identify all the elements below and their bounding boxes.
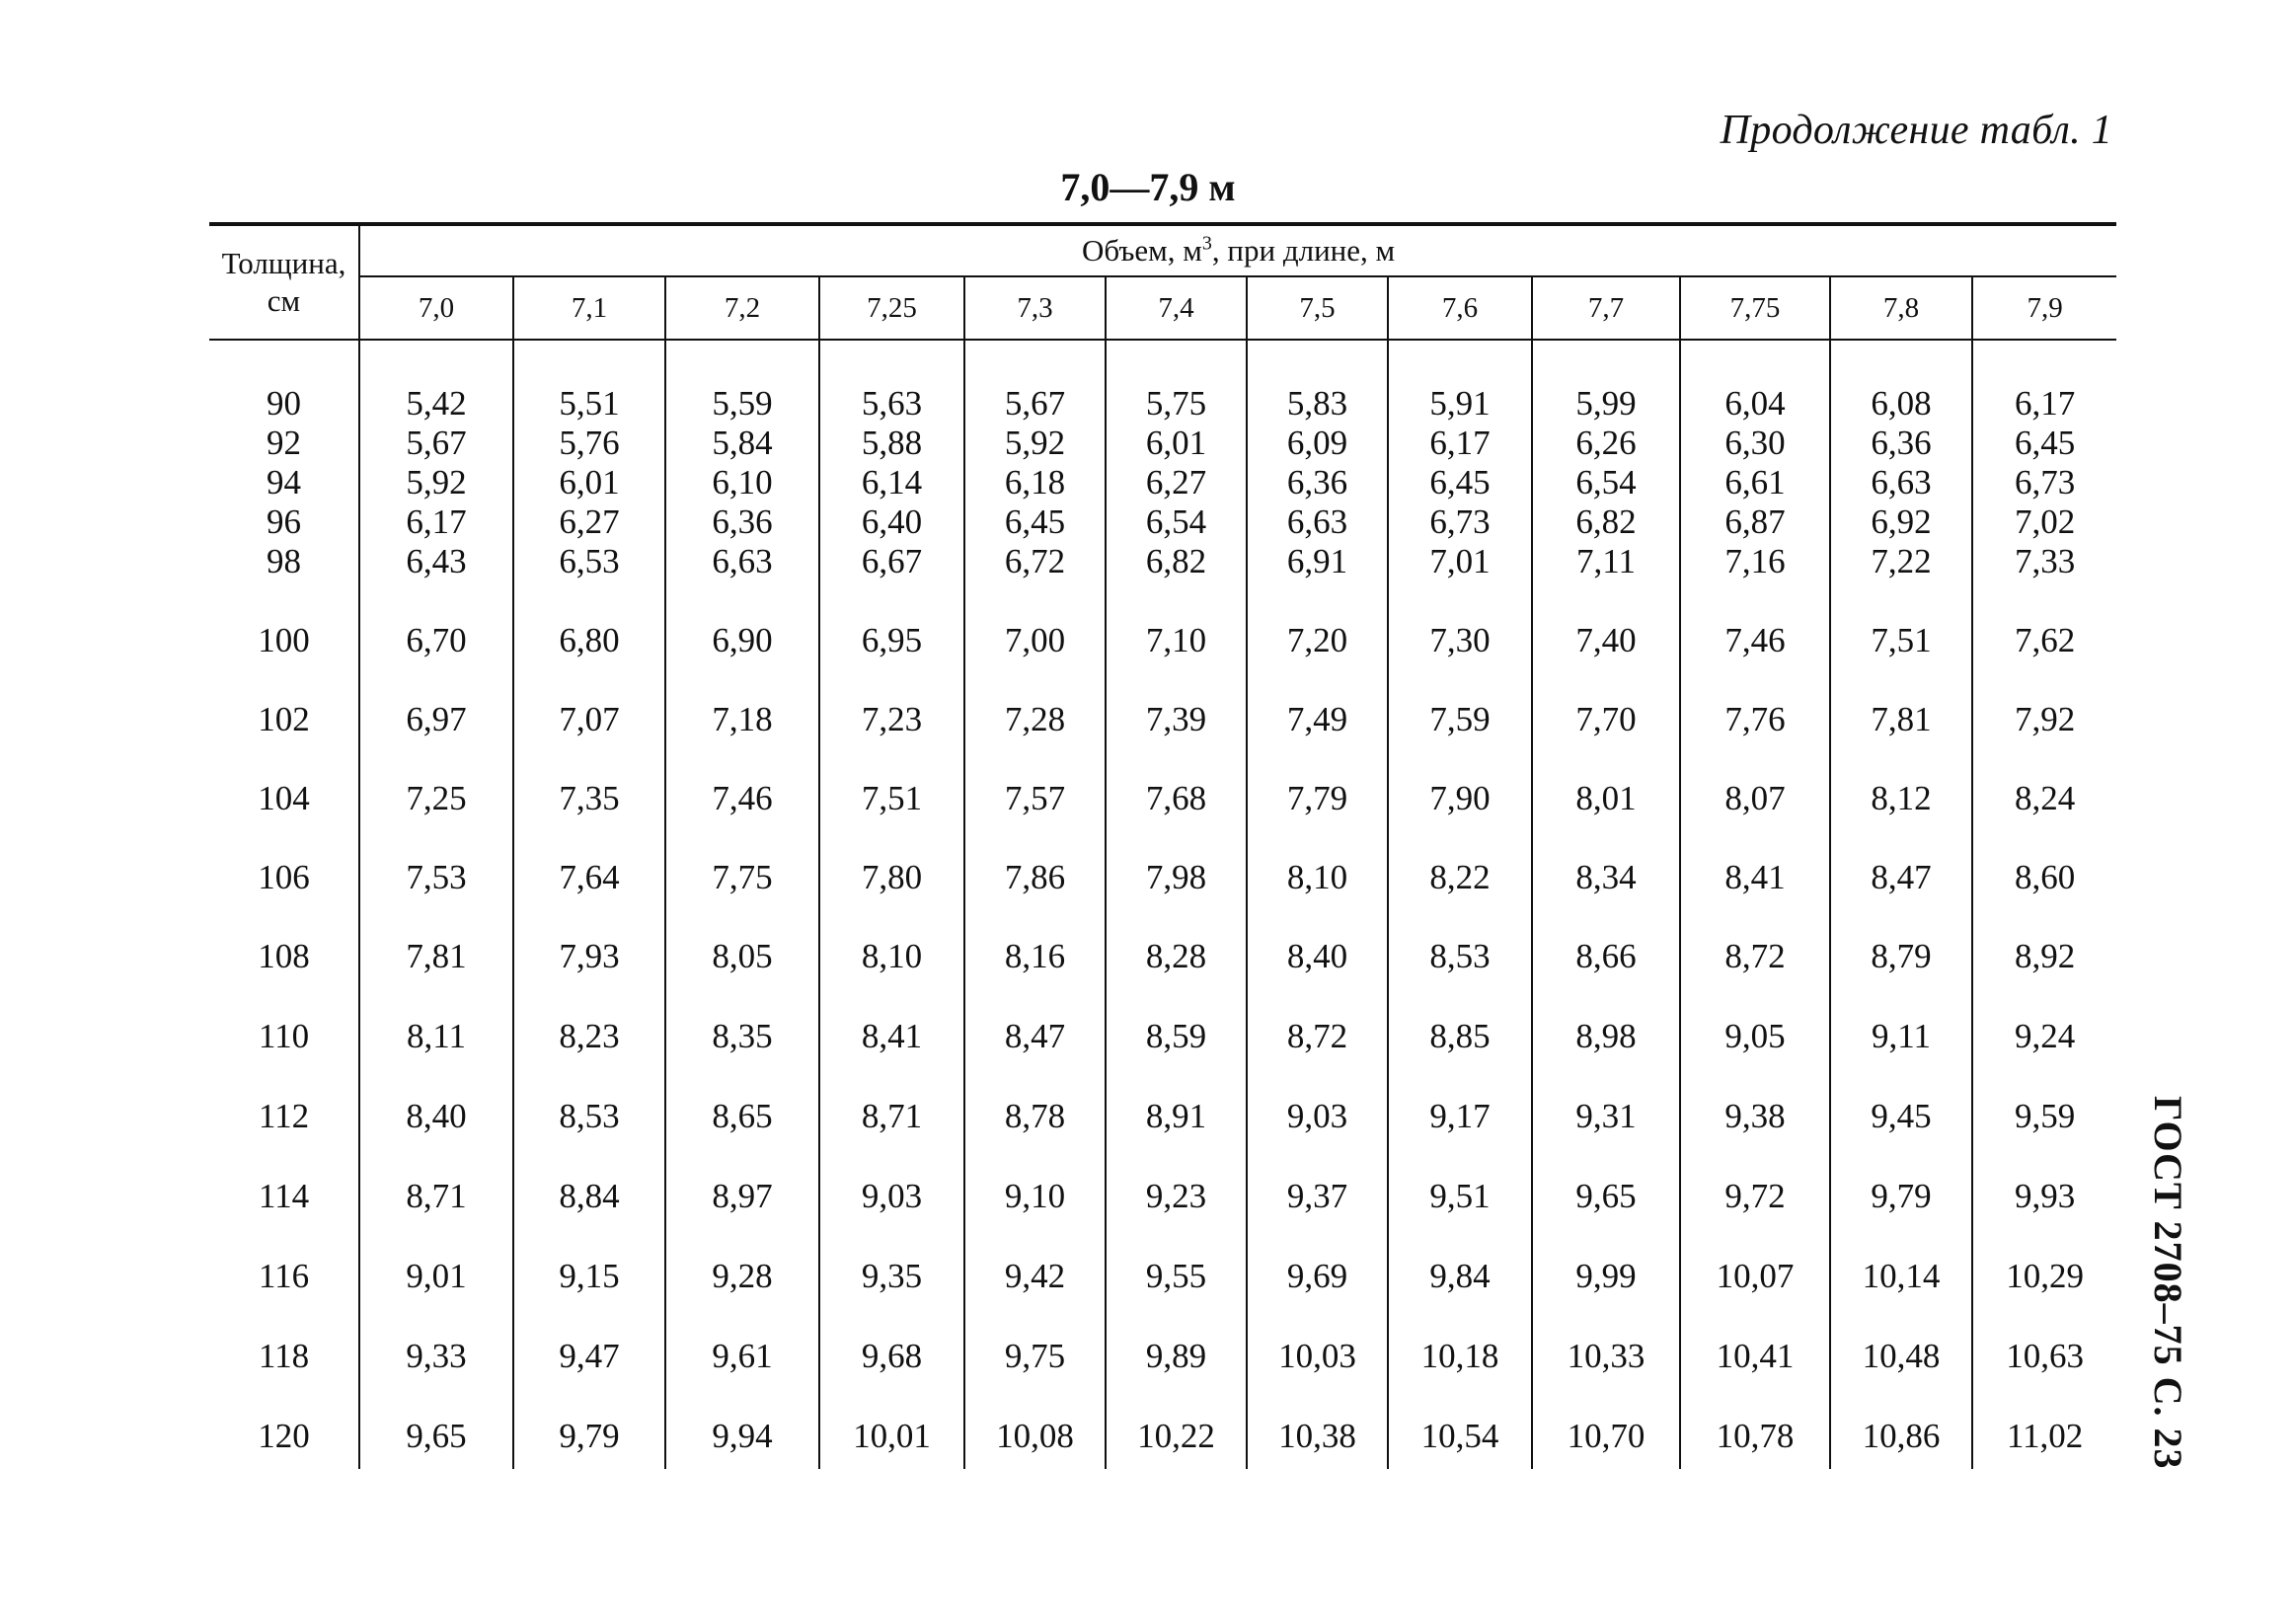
volume-cell: 9,28: [665, 1257, 819, 1337]
volume-cell: 7,81: [1830, 700, 1972, 779]
thickness-cell: 100: [209, 621, 359, 700]
volume-cell: 7,25: [359, 779, 513, 858]
volume-cell: 6,91: [1247, 542, 1388, 621]
volume-cell: 8,98: [1532, 1017, 1680, 1097]
volume-cell: 8,40: [1247, 937, 1388, 1017]
volume-cell: 8,41: [1680, 858, 1830, 937]
volume-cell: 5,92: [964, 424, 1106, 463]
volume-cell: 7,01: [1388, 542, 1532, 621]
volume-cell: 6,97: [359, 700, 513, 779]
table-row: [209, 502, 2116, 542]
volume-cell: 8,47: [964, 1017, 1106, 1097]
volume-cell: 7,59: [1388, 700, 1532, 779]
volume-cell: 10,03: [1247, 1337, 1388, 1417]
volume-cell: 7,79: [1247, 779, 1388, 858]
volume-cell: 6,43: [359, 542, 513, 621]
volume-cell: 9,33: [359, 1337, 513, 1417]
volume-cell: 6,17: [1388, 424, 1532, 463]
volume-cell: 7,30: [1388, 621, 1532, 700]
volume-cell: 8,10: [819, 937, 964, 1017]
table-row: [209, 1417, 2116, 1469]
thickness-cell: 110: [209, 1017, 359, 1097]
thickness-cell: 120: [209, 1417, 359, 1469]
length-header-cell: 7,7: [1532, 276, 1680, 340]
volume-cell: 5,67: [964, 340, 1106, 424]
volume-cell: 8,05: [665, 937, 819, 1017]
volume-cell: 6,67: [819, 542, 964, 621]
thickness-cell: 90: [209, 340, 359, 424]
volume-cell: 9,61: [665, 1337, 819, 1417]
volume-cell: 10,54: [1388, 1417, 1532, 1469]
volume-cell: 6,36: [665, 502, 819, 542]
volume-cell: 9,37: [1247, 1177, 1388, 1257]
table-row: [209, 700, 2116, 779]
volume-cell: 6,09: [1247, 424, 1388, 463]
volume-cell: 7,62: [2014, 621, 2076, 659]
volume-cell: 6,54: [1106, 502, 1247, 542]
volume-cell: 7,46: [665, 779, 819, 858]
table-row: [209, 1257, 2116, 1337]
volume-cell: 7,93: [513, 937, 665, 1017]
volume-cell: 6,87: [1680, 502, 1830, 542]
volume-cell: 7,90: [1388, 779, 1532, 858]
volume-cell: 8,23: [513, 1017, 665, 1097]
volume-cell: 8,16: [964, 937, 1106, 1017]
table-row: [209, 1097, 2116, 1177]
volume-cell: 8,01: [1532, 779, 1680, 858]
volume-cell: 7,57: [964, 779, 1106, 858]
volume-cell: 8,28: [1106, 937, 1247, 1017]
volume-cell: 8,22: [1388, 858, 1532, 937]
volume-cell: 6,73: [1388, 502, 1532, 542]
volume-cell: 9,69: [1247, 1257, 1388, 1337]
volume-cell: 7,68: [1106, 779, 1247, 858]
volume-cell: 6,70: [359, 621, 513, 700]
thickness-header-line1: Толщина,: [221, 246, 346, 280]
volume-cell: 9,11: [1830, 1017, 1972, 1097]
volume-cell: 8,12: [1830, 779, 1972, 858]
volume-cell: 9,38: [1680, 1097, 1830, 1177]
length-header-cell: 7,2: [665, 276, 819, 340]
volume-cell: 9,94: [665, 1417, 819, 1469]
volume-cell: 5,99: [1532, 340, 1680, 424]
volume-cell: 7,92: [2014, 700, 2076, 738]
volume-header-pre: Объем, м: [1082, 233, 1202, 268]
thickness-cell: 94: [209, 463, 359, 502]
length-header-cell: 7,3: [964, 276, 1106, 340]
volume-cell: 9,99: [1532, 1257, 1680, 1337]
volume-cell: 8,91: [1106, 1097, 1247, 1177]
volume-cell: 10,86: [1830, 1417, 1972, 1469]
volume-cell: 8,53: [1388, 937, 1532, 1017]
volume-cell: 7,81: [359, 937, 513, 1017]
volume-cell: 5,92: [359, 463, 513, 502]
volume-cell: 7,10: [1106, 621, 1247, 700]
volume-cell: 6,92: [1830, 502, 1972, 542]
volume-cell: 6,36: [1247, 463, 1388, 502]
volume-cell: 8,72: [1247, 1017, 1388, 1097]
volume-cell: 10,18: [1388, 1337, 1532, 1417]
volume-cell: 9,24: [2014, 1017, 2076, 1055]
volume-cell: 7,51: [819, 779, 964, 858]
volume-cell: 9,75: [964, 1337, 1106, 1417]
table-row: [209, 937, 2116, 1017]
thickness-cell: 112: [209, 1097, 359, 1177]
thickness-cell: 114: [209, 1177, 359, 1257]
volume-cell: 9,23: [1106, 1177, 1247, 1257]
table-row: [209, 542, 2116, 621]
volume-cell: 9,47: [513, 1337, 665, 1417]
volume-cell: 6,30: [1680, 424, 1830, 463]
volume-cell: 7,22: [1830, 542, 1972, 621]
volume-cell: 6,45: [2014, 424, 2076, 462]
volume-cell: 7,51: [1830, 621, 1972, 700]
volume-cell: 6,17: [359, 502, 513, 542]
volume-cell: 7,39: [1106, 700, 1247, 779]
volume-cell: 6,27: [513, 502, 665, 542]
volume-cell: 9,01: [359, 1257, 513, 1337]
volume-header-sup: 3: [1201, 232, 1212, 255]
volume-cell: 9,79: [513, 1417, 665, 1469]
volume-cell: 7,40: [1532, 621, 1680, 700]
volume-cell: 9,72: [1680, 1177, 1830, 1257]
volume-cell: 7,00: [964, 621, 1106, 700]
length-header-cell: 7,4: [1106, 276, 1247, 340]
volume-cell: 8,59: [1106, 1017, 1247, 1097]
volume-cell: 6,08: [1830, 340, 1972, 424]
volume-cell: 10,07: [1680, 1257, 1830, 1337]
thickness-cell: 108: [209, 937, 359, 1017]
volume-cell: 5,75: [1106, 340, 1247, 424]
volume-cell: 10,41: [1680, 1337, 1830, 1417]
volume-cell: 9,65: [359, 1417, 513, 1469]
volume-cell: 5,76: [513, 424, 665, 463]
volume-cell: 7,75: [665, 858, 819, 937]
thickness-cell: 92: [209, 424, 359, 463]
volume-cell: 7,20: [1247, 621, 1388, 700]
volume-cell: 7,11: [1532, 542, 1680, 621]
length-header-cell: 7,1: [513, 276, 665, 340]
volume-cell: 7,80: [819, 858, 964, 937]
volume-cell: 10,14: [1830, 1257, 1972, 1337]
volume-cell: 8,40: [359, 1097, 513, 1177]
volume-header: [359, 224, 2116, 276]
volume-cell: 9,17: [1388, 1097, 1532, 1177]
volume-cell: 7,18: [665, 700, 819, 779]
volume-cell: 9,03: [819, 1177, 964, 1257]
table-row: [209, 779, 2116, 858]
thickness-cell: 118: [209, 1337, 359, 1417]
volume-cell: 8,71: [359, 1177, 513, 1257]
volume-cell: 9,55: [1106, 1257, 1247, 1337]
volume-cell: 9,03: [1247, 1097, 1388, 1177]
section-title: 7,0—7,9 м: [1060, 165, 1236, 209]
volume-cell: 6,63: [1830, 463, 1972, 502]
volume-cell: 8,72: [1680, 937, 1830, 1017]
table-row: [209, 1017, 2116, 1097]
volume-cell: 9,68: [819, 1337, 964, 1417]
volume-cell: 6,45: [1388, 463, 1532, 502]
length-header-cell: 7,0: [359, 276, 513, 340]
volume-cell: 6,40: [819, 502, 964, 542]
volume-cell: 8,66: [1532, 937, 1680, 1017]
volume-cell: 8,41: [819, 1017, 964, 1097]
volume-cell: 7,49: [1247, 700, 1388, 779]
volume-cell: 6,80: [513, 621, 665, 700]
volume-cell: 8,92: [2014, 937, 2076, 975]
volume-cell: 8,85: [1388, 1017, 1532, 1097]
table-row: [209, 621, 2116, 700]
volume-cell: 8,78: [964, 1097, 1106, 1177]
volume-cell: 7,02: [2014, 502, 2076, 541]
volume-cell: 8,97: [665, 1177, 819, 1257]
volume-cell: 8,79: [1830, 937, 1972, 1017]
thickness-cell: 104: [209, 779, 359, 858]
length-header-cell: 7,5: [1247, 276, 1388, 340]
volume-cell: 9,45: [1830, 1097, 1972, 1177]
volume-cell: 6,82: [1532, 502, 1680, 542]
volume-cell: 7,33: [2014, 542, 2076, 580]
volume-cell: 9,15: [513, 1257, 665, 1337]
volume-cell: 9,42: [964, 1257, 1106, 1337]
volume-cell: 8,65: [665, 1097, 819, 1177]
volume-cell: 11,02: [2006, 1417, 2084, 1455]
volume-cell: 8,47: [1830, 858, 1972, 937]
standard-page-label: ГОСТ 2708–75 С. 23: [2146, 1096, 2190, 1470]
thickness-cell: 96: [209, 502, 359, 542]
table-row: [209, 1337, 2116, 1417]
thickness-header: [209, 224, 359, 340]
table-row: [209, 463, 2116, 502]
volume-cell: 6,01: [1106, 424, 1247, 463]
length-header-row: [209, 276, 2116, 340]
volume-cell: 6,82: [1106, 542, 1247, 621]
volume-cell: 6,01: [513, 463, 665, 502]
length-header-cell: 7,25: [819, 276, 964, 340]
table-row: [209, 1177, 2116, 1257]
volume-cell: 6,63: [665, 542, 819, 621]
volume-cell: 6,10: [665, 463, 819, 502]
volume-cell: 8,07: [1680, 779, 1830, 858]
volume-cell: 5,83: [1247, 340, 1388, 424]
volume-cell: 8,10: [1247, 858, 1388, 937]
thickness-cell: 116: [209, 1257, 359, 1337]
volume-cell: 6,53: [513, 542, 665, 621]
volume-cell: 6,17: [2014, 384, 2076, 423]
volume-cell: 8,53: [513, 1097, 665, 1177]
length-header-cell: 7,8: [1830, 276, 1972, 340]
volume-cell: 9,79: [1830, 1177, 1972, 1257]
volume-cell: 5,67: [359, 424, 513, 463]
volume-cell: 8,35: [665, 1017, 819, 1097]
volume-cell: 10,70: [1532, 1417, 1680, 1469]
volume-cell: 9,51: [1388, 1177, 1532, 1257]
volume-cell: 6,26: [1532, 424, 1680, 463]
table-body: [209, 340, 2116, 1469]
volume-cell: 5,63: [819, 340, 964, 424]
length-header-cell: 7,9: [1972, 276, 2116, 340]
volume-cell: 10,63: [2006, 1337, 2084, 1375]
table-row: [209, 424, 2116, 463]
volume-cell: 10,08: [964, 1417, 1106, 1469]
volume-cell: 8,11: [359, 1017, 513, 1097]
volume-cell: 9,84: [1388, 1257, 1532, 1337]
length-header-cell: 7,6: [1388, 276, 1532, 340]
volume-cell: 8,34: [1532, 858, 1680, 937]
volume-cell: 10,22: [1106, 1417, 1247, 1469]
volume-cell: 9,65: [1532, 1177, 1680, 1257]
volume-cell: 9,10: [964, 1177, 1106, 1257]
volume-cell: 5,51: [513, 340, 665, 424]
volume-cell: 6,04: [1680, 340, 1830, 424]
volume-cell: 9,35: [819, 1257, 964, 1337]
volume-cell: 9,05: [1680, 1017, 1830, 1097]
volume-cell: 6,73: [2014, 463, 2076, 502]
volume-cell: 6,63: [1247, 502, 1388, 542]
volume-cell: 10,29: [2006, 1257, 2084, 1295]
volume-cell: 7,46: [1680, 621, 1830, 700]
volume-cell: 9,59: [2014, 1097, 2076, 1135]
volume-cell: 6,14: [819, 463, 964, 502]
volume-cell: 5,42: [359, 340, 513, 424]
volume-cell: 8,71: [819, 1097, 964, 1177]
volume-cell: 10,48: [1830, 1337, 1972, 1417]
volume-cell: 9,89: [1106, 1337, 1247, 1417]
volume-cell: 7,70: [1532, 700, 1680, 779]
volume-cell: 7,64: [513, 858, 665, 937]
volume-cell: 5,88: [819, 424, 964, 463]
volume-cell: 10,78: [1680, 1417, 1830, 1469]
volume-cell: 9,31: [1532, 1097, 1680, 1177]
volume-cell: 6,36: [1830, 424, 1972, 463]
volume-cell: 10,38: [1247, 1417, 1388, 1469]
volume-cell: 10,01: [819, 1417, 964, 1469]
volume-cell: 8,60: [2014, 858, 2076, 896]
volume-cell: 7,16: [1680, 542, 1830, 621]
volume-cell: 6,54: [1532, 463, 1680, 502]
thickness-cell: 98: [209, 542, 359, 621]
volume-cell: 5,91: [1388, 340, 1532, 424]
table-continuation-label: Продолжение табл. 1: [1720, 108, 2112, 153]
volume-cell: 6,18: [964, 463, 1106, 502]
volume-header-post: , при длине, м: [1211, 233, 1396, 268]
volume-cell: 6,72: [964, 542, 1106, 621]
volume-cell: 7,76: [1680, 700, 1830, 779]
length-header-cell: 7,75: [1680, 276, 1830, 340]
volume-cell: 7,86: [964, 858, 1106, 937]
thickness-header-line2: см: [267, 283, 301, 318]
volume-cell: 9,93: [2014, 1177, 2076, 1215]
volume-cell: 6,90: [665, 621, 819, 700]
thickness-cell: 102: [209, 700, 359, 779]
volume-cell: 7,28: [964, 700, 1106, 779]
volume-cell: 8,84: [513, 1177, 665, 1257]
table-row: [209, 340, 2116, 424]
volume-cell: 6,61: [1680, 463, 1830, 502]
volume-cell: 7,53: [359, 858, 513, 937]
volume-cell: 8,24: [2014, 779, 2076, 817]
header-row-top: [209, 224, 2116, 276]
volume-cell: 7,98: [1106, 858, 1247, 937]
volume-cell: 10,33: [1532, 1337, 1680, 1417]
volume-table: [209, 222, 2116, 1469]
volume-cell: 6,45: [964, 502, 1106, 542]
volume-cell: 6,27: [1106, 463, 1247, 502]
volume-cell: 7,07: [513, 700, 665, 779]
volume-cell: 6,95: [819, 621, 964, 700]
table-row: [209, 858, 2116, 937]
volume-cell: 7,23: [819, 700, 964, 779]
thickness-cell: 106: [209, 858, 359, 937]
volume-cell: 7,35: [513, 779, 665, 858]
volume-cell: 5,59: [665, 340, 819, 424]
volume-cell: 5,84: [665, 424, 819, 463]
